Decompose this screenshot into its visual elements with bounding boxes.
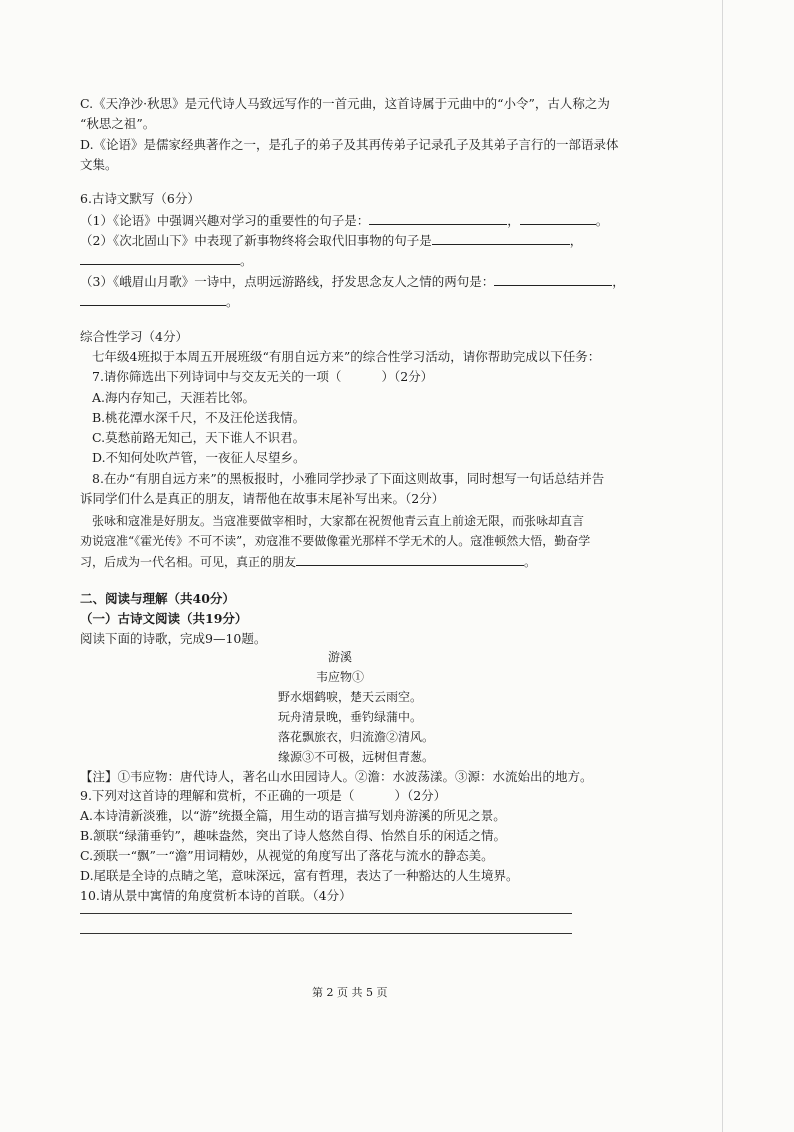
page-edge-divider [722, 0, 723, 1132]
q6-title: 6.古诗文默写（6分） [80, 191, 200, 206]
q6-item1-text: （1）《论语》中强调兴趣对学习的重要性的句子是： [80, 213, 370, 228]
q6-item3-period: 。 [226, 294, 239, 309]
q7-stem-text: 7.请你筛选出下列诗词中与交友无关的一项（ [92, 369, 342, 384]
q5-option-d-line1: D.《论语》是儒家经典著作之一，是孔子的弟子及其再传弟子记录孔子及其弟子言行的一部语录体 [80, 137, 619, 152]
q7-option-b: B.桃花潭水深千尺，不及汪伦送我情。 [92, 410, 306, 425]
q6-item2-blank1[interactable] [432, 231, 570, 245]
q5-option-d-line2: 文集。 [80, 157, 118, 172]
story-line3 [80, 552, 536, 571]
q5-option-c-line1: C.《天净沙·秋思》是元代诗人马致远写作的一首元曲，这首诗属于元曲中的“小令”，古人称之为 [80, 96, 610, 111]
q6-item2 [80, 231, 582, 250]
q7-option-d: D.不知何处吹芦管，一夜征人尽望乡。 [92, 450, 306, 465]
section2-sub1: （一）古诗文阅读（共19分） [80, 611, 248, 626]
section2-instruction: 阅读下面的诗歌，完成9—10题。 [80, 631, 267, 646]
poem-line-1: 野水烟鹤唳，楚天云雨空。 [278, 690, 423, 704]
q6-item1-period: 。 [595, 213, 609, 228]
story-line3-text: 习，后成为一代名相。可见，真正的朋友 [80, 555, 297, 569]
q10-answer-line-2[interactable] [80, 933, 572, 934]
q9-stem [80, 787, 446, 805]
q9-option-a: A.本诗清新淡雅，以“游”统摄全篇，用生动的语言描写划舟游溪的所见之景。 [80, 808, 506, 823]
q8-stem-line2: 诉同学们什么是真正的朋友，请帮他在故事末尾补写出来。（2分） [80, 491, 445, 506]
q9-option-c: C.颈联一“飘”一“澹”用词精妙，从视觉的角度写出了落花与流水的静态美。 [80, 848, 494, 863]
q6-item2-cont [80, 251, 253, 270]
poem-note: 【注】①韦应物：唐代诗人，著名山水田园诗人。②澹：水波荡漾。③源：水流始出的地方。 [80, 769, 593, 784]
q8-answer-blank[interactable] [296, 552, 524, 566]
page-number: 第 2 页 共 5 页 [312, 986, 388, 999]
q6-item1-blank2[interactable] [520, 211, 596, 225]
poem-line-4: 缘源③不可极，远树但青葱。 [278, 750, 435, 764]
comprehensive-title: 综合性学习（4分） [80, 329, 188, 344]
story-line2: 劝说寇准“《霍光传》不可不读”，劝寇准不要做像霍光那样不学无术的人。寇准顿然大悟，勤奋学 [80, 534, 591, 548]
section2-title: 二、阅读与理解（共40分） [80, 591, 235, 606]
q6-item3 [80, 272, 625, 291]
q7-option-a: A.海内存知己，天涯若比邻。 [92, 390, 256, 405]
q9-score: ）（2分） [394, 788, 447, 803]
q6-item3-text: （3）《峨眉山月歌》一诗中，点明远游路线，抒发思念友人之情的两句是： [80, 274, 495, 289]
q6-item1-blank1[interactable] [369, 211, 507, 225]
story-end: 。 [524, 555, 537, 569]
q7-option-c: C.莫愁前路无知己，天下谁人不识君。 [92, 430, 306, 445]
story-line1: 张咏和寇准是好朋友。当寇准要做宰相时，大家都在祝贺他青云直上前途无限，而张咏却直言 [92, 514, 585, 528]
comprehensive-intro: 七年级4班拟于本周五开展班级“有朋自远方来”的综合性学习活动，请你帮助完成以下任务： [92, 349, 601, 364]
q10-stem: 10.请从景中寓情的角度赏析本诗的首联。（4分） [80, 888, 352, 903]
q9-option-b: B.颔联“绿蒲垂钓”，趣味盎然，突出了诗人悠然自得、怡然自乐的闲适之情。 [80, 828, 506, 843]
q5-option-c-line2: “秋思之祖”。 [80, 116, 156, 131]
q6-item3-cont [80, 292, 239, 311]
poem-author: 韦应物① [315, 670, 364, 684]
q9-stem-text: 9.下列对这首诗的理解和赏析，不正确的一项是（ [80, 788, 355, 803]
q6-item3-blank1[interactable] [494, 272, 612, 286]
poem-line-3: 落花飘旅衣，归流澹②清风。 [278, 730, 435, 744]
q6-item3-blank2[interactable] [80, 292, 226, 306]
q6-item1 [80, 211, 608, 230]
q6-item2-comma: ， [569, 233, 583, 248]
q7-score: ）（2分） [381, 369, 434, 384]
q7-stem [92, 368, 433, 386]
q6-item1-comma: ， [507, 213, 520, 228]
poem-title: 游溪 [327, 650, 352, 664]
q10-answer-line-1[interactable] [80, 913, 572, 914]
poem-line-2: 玩舟清景晚，垂钓绿蒲中。 [278, 710, 423, 724]
q9-option-d: D.尾联是全诗的点睛之笔，意味深远，富有哲理，表达了一种豁达的人生境界。 [80, 868, 519, 883]
q6-item2-period: 。 [240, 253, 253, 268]
q6-item3-comma: ， [612, 274, 625, 289]
q6-item2-blank2[interactable] [80, 251, 240, 265]
q6-item2-text: （2）《次北固山下》中表现了新事物终将会取代旧事物的句子是 [80, 233, 432, 248]
q8-stem-line1: 8.在办“有朋自远方来”的黑板报时，小雅同学抄录了下面这则故事，同时想写一句话总结并告 [92, 471, 605, 486]
